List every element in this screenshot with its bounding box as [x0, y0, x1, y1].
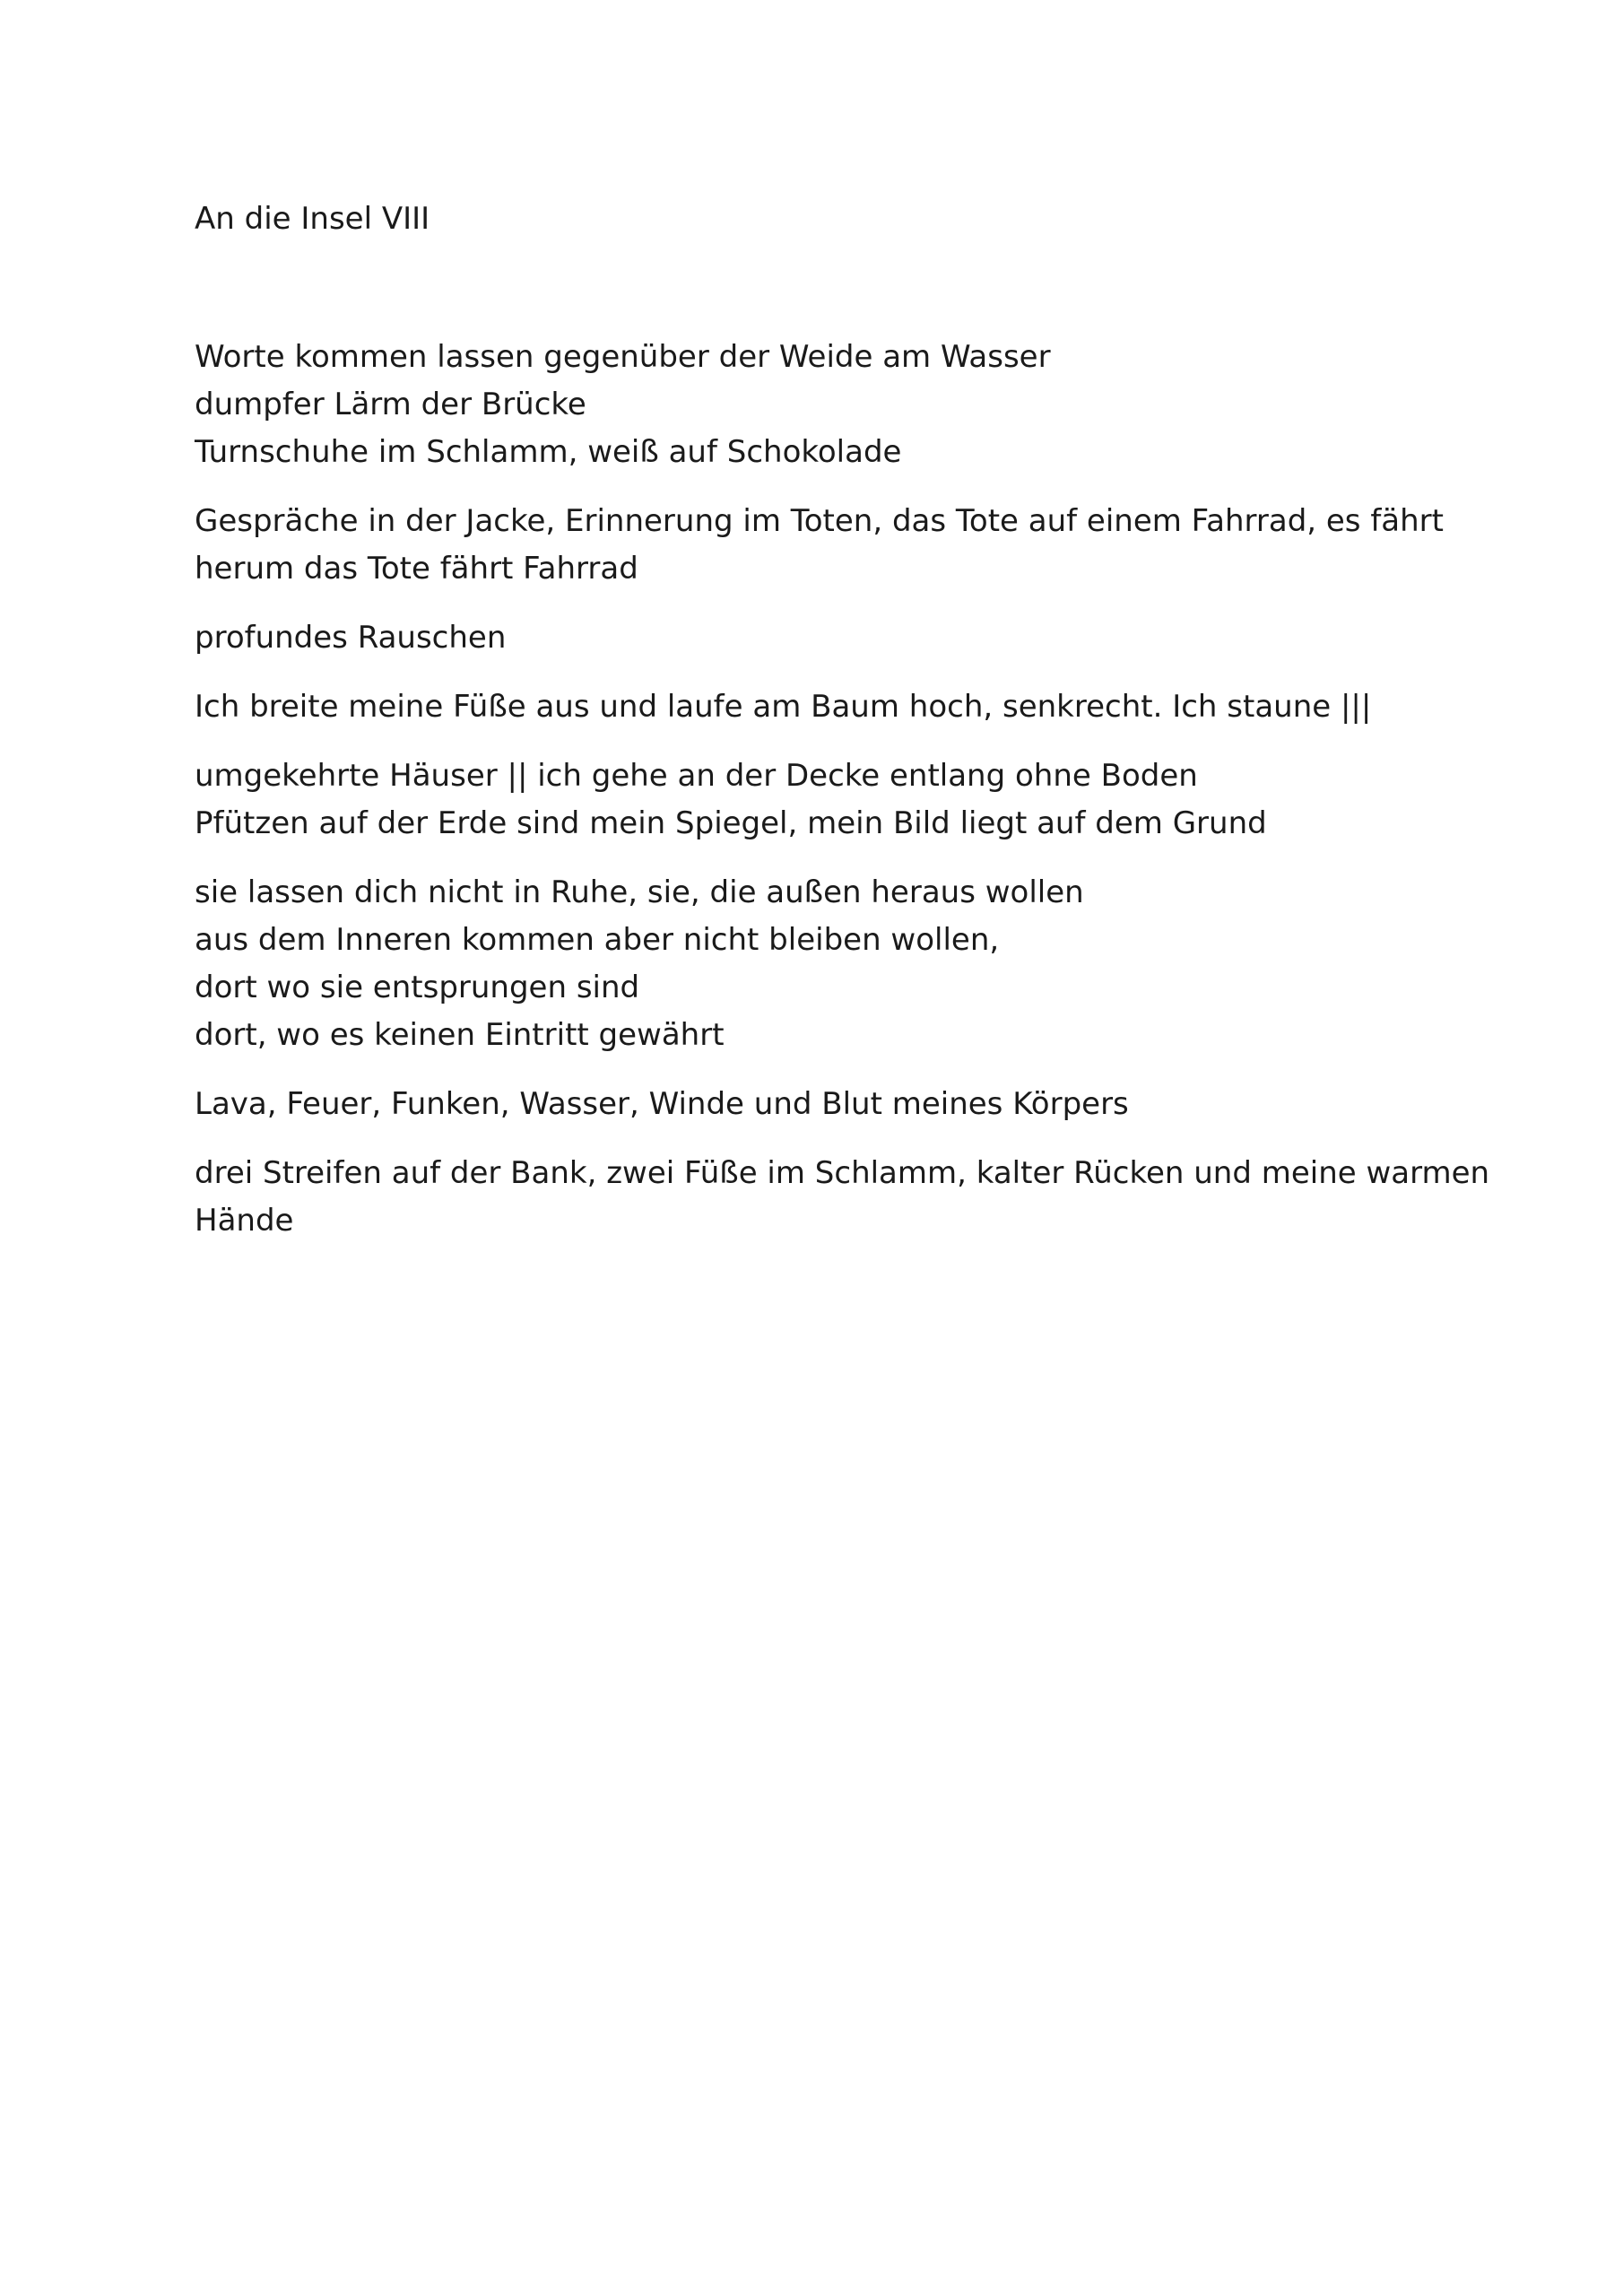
poem-line: drei Streifen auf der Bank, zwei Füße im Schlamm, kalter Rücken und meine warmen [195, 1155, 1490, 1191]
poem-body [195, 334, 1490, 1266]
poem-line: sie lassen dich nicht in Ruhe, sie, die außen heraus wollen [195, 874, 1084, 910]
poem-line: Turnschuhe im Schlamm, weiß auf Schokolade [195, 434, 902, 470]
poem-line: aus dem Inneren kommen aber nicht bleiben wollen, [195, 922, 1000, 958]
stanza-6 [195, 869, 1450, 1059]
poem-line: Gespräche in der Jacke, Erinnerung im Toten, das Tote auf einem Fahrrad, es fährt [195, 503, 1444, 539]
stanza-1 [195, 334, 1450, 476]
poem-line: Lava, Feuer, Funken, Wasser, Winde und Blut meines Körpers [195, 1086, 1129, 1122]
stanza-8 [195, 1150, 1490, 1245]
poem-line: umgekehrte Häuser || ich gehe an der Decke entlang ohne Boden [195, 758, 1198, 794]
poem-line: profundes Rauschen [195, 620, 507, 656]
poem-line: herum das Tote fährt Fahrrad [195, 551, 638, 587]
poem-title: An die Insel VIII [195, 201, 430, 237]
poem-line: Worte kommen lassen gegenüber der Weide am Wasser [195, 339, 1051, 375]
poem-line: dort, wo es keinen Eintritt gewährt [195, 1017, 725, 1053]
stanza-2 [195, 498, 1450, 593]
stanza-5 [195, 752, 1450, 848]
poem-line: dumpfer Lärm der Brücke [195, 387, 586, 422]
stanza-4 [195, 683, 1450, 731]
poem-line: Pfützen auf der Erde sind mein Spiegel, mein Bild liegt auf dem Grund [195, 805, 1267, 841]
stanza-3 [195, 614, 1450, 662]
poem-line: Hände [195, 1203, 294, 1239]
stanza-7 [195, 1081, 1450, 1128]
poem-line: Ich breite meine Füße aus und laufe am Baum hoch, senkrecht. Ich staune ||| [195, 689, 1372, 725]
poem-line: dort wo sie entsprungen sind [195, 970, 640, 1005]
